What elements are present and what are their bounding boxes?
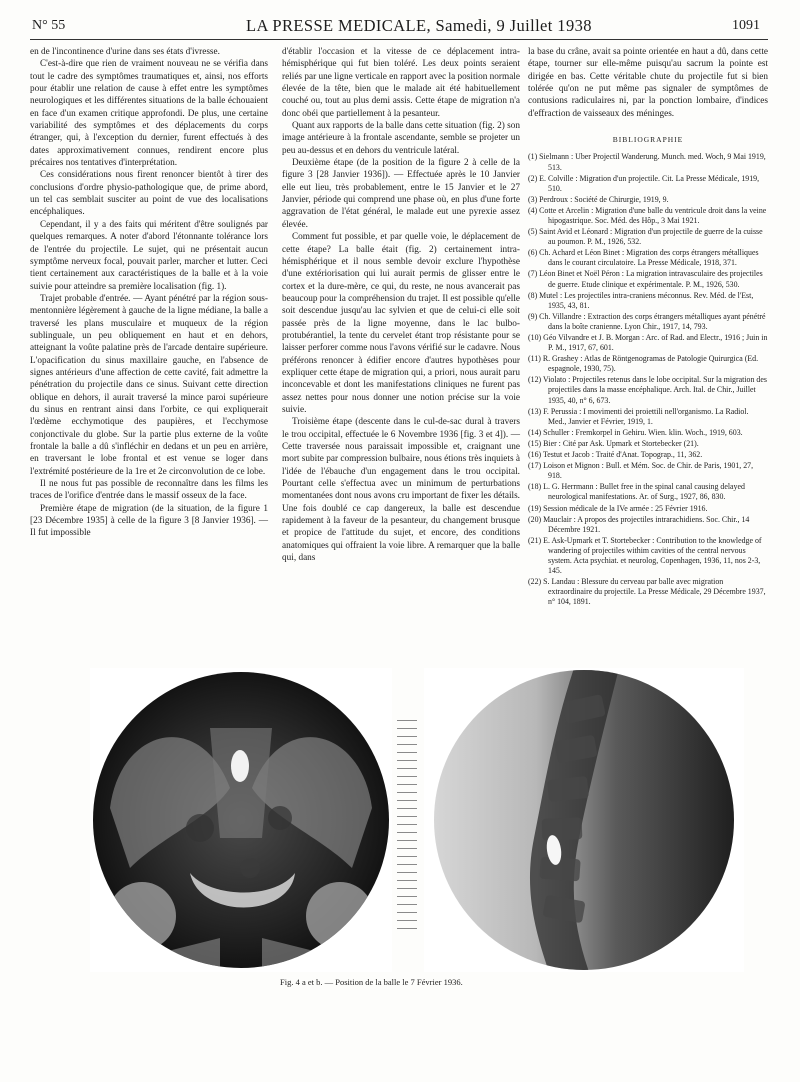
bibliography-entry: (11) R. Grashey : Atlas de Röntgenogramas de Patologie Quirurgica (Ed. espagnole, 1930, 75). [528, 354, 759, 374]
bibliography-entry: (5) Saint Avid et Léonard : Migration d'un projectile de guerre de la cuisse au poumon. P. M., 1926, 532. [528, 227, 763, 247]
radiograph-pelvis-image [90, 668, 392, 972]
bibliography-title: BIBLIOGRAPHIE [612, 135, 684, 145]
paragraph: Ces considérations nous firent renoncer bientôt à tirer des conclusions d'ordre physio-pathologique que, de prime abord, un tel cas semblait susciter au point de vue des localisations encéphaliques. [30, 170, 268, 218]
bibliography-entry: (12) Violato : Projectiles retenus dans le lobe occipital. Sur la migration des projectiles dans la masse encéphalique. Arch. Ital. de Chir., Juillet 1935, 40, n° 6, 673. [528, 375, 767, 405]
bibliography-entry: (8) Mutel : Les projectiles intra-craniens méconnus. Rev. Méd. de l'Est, 1935, 43, 81. [528, 290, 754, 310]
paragraph: Troisième étape (descente dans le cul-de-sac dural à travers le trou occipital, effectuée le 6 Novembre 1936 [fig. 3 et 4]). — Cette traversée nous paraissait impossible et, craignant une mort subite par compression bulbaire, nous étions très inquiets à l'idée de l'ébauche d'un engagement dans le trou occipital. Pourtant celle s'effectua avec un minimum de perturbations momentanées dont nous avons cru important de fixer les détails. Une fois doublé ce cap dangereux, la balle est descendue rapidement à la faveur de la pesanteur, du changement brusque et propice de l'attitude du sujet, et encore, des conditions anatomiques qui offraient la voie libre. A remarquer que la balle qui, dans [282, 417, 520, 564]
bibliography-entry: (10) Géo Vilvandre et J. B. Morgan : Arc. of Rad. and Electr., 1916 ; Juin in P. M., 1917, 67, 601. [528, 333, 768, 353]
text-column-3 [528, 46, 768, 608]
bibliography-entry: (2) E. Colville : Migration d'un projectile. Cit. La Presse Médicale, 1919, 510. [528, 173, 760, 193]
bibliography-entry: (7) Léon Binet et Noël Péron : La migration intravasculaire des projectiles de guerre. Etude clinique et expérimentale. P. M., 1926, 530. [528, 269, 763, 289]
bibliography-entry: (18) L. G. Herrmann : Bullet free in the spinal canal causing delayed neurological manifestations. Ar. of Surg., 1927, 86, 830. [528, 482, 745, 502]
paragraph: d'établir l'occasion et la vitesse de ce déplacement intra-hémisphérique qui fut bien toléré. Les deux points seraient reliés par une ligne verticale en rapport avec la position normale élevée de la tête, bien que le malade ait été habituellement couché ou, tout au plus demi assis. Cette étape de migration n'a donc obéi que partiellement à la pesanteur. [282, 47, 520, 119]
bibliography-entry: (4) Cotte et Arcelin : Migration d'une balle du ventricule droit dans la veine hipogastrique. Soc. Méd. des Hôp., 3 Mai 1921. [528, 205, 767, 225]
paragraph: la base du crâne, avait sa pointe orientée en haut a dû, dans cette étape, tourner sur elle-même puisqu'au sacrum la pointe est dirigée en bas. Cette véritable chute du projectile fut si bien tolérée qu'on ne put même pas signaler de symptômes de contusions radiculaires ni, par la ponction lombaire, d'indices d'effraction de vaisseaux des méninges. [528, 47, 768, 119]
page-header [30, 14, 768, 40]
figure-caption: Fig. 4 a et b. — Position de la balle le 7 Février 1936. [280, 977, 463, 987]
radiograph-spine-image [424, 668, 744, 972]
bibliography-entry: (21) E. Ask-Upmark et T. Stortebecker : Contribution to the knowledge of wandering of projectiles withim cavities of the central nervous system. Acta psychiat. et neurolog, Copenhagen, 1936, 11, nos 2-3, 145. [528, 535, 762, 576]
bibliography-entry: (6) Ch. Achard et Léon Binet : Migration des corps étrangers métalliques dans le courant circulatoire. La Presse Médicale, 1918, 371. [528, 248, 759, 268]
paragraph: C'est-à-dire que rien de vraiment nouveau ne se vérifia dans tout le cadre des symptômes traumatiques et, ainsi, nos efforts pour établir une relation de cause à effet entre les symptômes neurologiques et les différentes situations de la balle échouaient en face d'un examen critique approfondi. De plus, une certaine variabilité des symptômes et des déplacements du corps étranger, qui, à l'exception du dernier, furent effectués à des dates approximativement connues, rendirent encore plus précaires nos tentatives d'interprétation. [30, 59, 268, 169]
bibliography-list [528, 152, 768, 607]
bibliography-entry: (1) Sielmann : Uber Projectil Wanderung. Munch. med. Woch, 9 Mai 1919, 513. [528, 152, 766, 172]
issue-number: N° 55 [32, 18, 66, 33]
journal-title: LA PRESSE MEDICALE, Samedi, 9 Juillet 1938 [246, 16, 592, 35]
bibliography-entry: (14) Schuller : Fremkorpel in Gehiru. Wien. klin. Woch., 1919, 603. [528, 427, 743, 437]
paragraph: Quant aux rapports de la balle dans cette situation (fig. 2) son image antérieure à la frontale ascendante, semble se projeter un peu au-dessus et en dehors du ventricule latéral. [282, 121, 520, 156]
separator-rule [397, 720, 419, 940]
bibliography-entry: (22) S. Landau : Blessure du cerveau par balle avec migration extraordinaire du projectile. La Presse Médicale, 29 Décembre 1937, n° 104, 1891. [528, 577, 766, 607]
bibliography-entry: (17) Loison et Mignon : Bull. et Mém. Soc. de Chir. de Paris, 1901, 27, 918. [528, 461, 754, 481]
bibliography-entry: (16) Testut et Jacob : Traité d'Anat. Topograp., 11, 362. [528, 450, 703, 460]
figure-4b-radiograph [424, 668, 744, 972]
paragraph: Il ne nous fut pas possible de reconnaître dans les films les traces de l'orifice d'entrée dans le massif osseux de la face. [30, 479, 268, 502]
paragraph: Première étape de migration (de la situation, de la figure 1 [23 Décembre 1935] à celle de la figure 3 [8 Janvier 1936]. — Il fut impossible [30, 503, 268, 539]
paragraph: Cependant, il y a des faits qui méritent d'être soulignés par quelques remarques. A noter d'abord l'étonnante tolérance lors de l'entrée du projectile. Le sujet, qui ne présentait aucun symptôme nerveux focal, pouvait parler, marcher et lutter. Ceci tient certainement aux caractéristiques de la balle et à la voie suivie pour atteindre sa première localisation (fig. 1). [30, 219, 268, 292]
paragraph: Deuxième étape (de la position de la figure 2 à celle de la figure 3 [28 Janvier 1936]). — Effectuée après le 10 Janvier elle eut lieu, très probablement, entre le 15 Janvier et le 27 Janvier, période qui comprend une phase où, en plus d'une forte aggravation de l'état général, le malade eut une pyrexie assez élevée. [282, 158, 520, 230]
bibliography-entry: (15) Bier : Cité par Ask. Upmark et Stortebecker (21). [528, 438, 699, 448]
figure-4a-radiograph [90, 668, 392, 972]
bibliography-entry: (13) F. Perussia : I movimenti dei proiettili nell'organismo. La Radiol. Med., Janvier et Février, 1919, 1. [528, 406, 749, 426]
bibliography-entry: (20) Mauclair : A propos des projectiles intrarachidiens. Soc. Chir., 14 Décembre 1921. [528, 514, 750, 534]
text-column-1 [30, 46, 268, 540]
paragraph: Comment fut possible, et par quelle voie, le déplacement de cette étape? La balle était (fig. 2) certainement intra-hémisphérique et il nous semble devoir exclure l'hypothèse d'une extériorisation qui lui aurait permis de glisser entre le cortex et la dure-mère, ce qui, du reste, ne nous avancerait pas beaucoup pour la compréhension du trajet. Il est possible qu'elle soit descendue jusqu'au lac sylvien et que de celui-ci elle soit passée près de la ligne moyenne, dans le lac bulbo-protubérantiel, la tente du cervelet étant trop résistante pour se laisser perforer comme nous l'avons vérifié sur le cadavre. Nous préférons renoncer à édifier encore d'autres hypothèses pour expliquer cette étape de migration qui, a priori, nous aurait paru inconcevable et dont les manifestations cliniques ne furent pas assez nettes pour nous donner une notion précise sur la voie suivie. [282, 232, 520, 415]
bibliography-entry: (9) Ch. Villandre : Extraction des corps étrangers métalliques ayant pénétré dans la boîte cranienne. Lyon Chir., 1917, 14, 793. [528, 311, 766, 331]
paragraph: en de l'incontinence d'urine dans ses états d'ivresse. [30, 47, 220, 57]
paragraph: Trajet probable d'entrée. — Ayant pénétré par la région sous-mentonnière légèrement à gauche de la ligne médiane, la balle a traversé les plans musculaire et muqueux de la région sublinguale, un peu obliquement en haut et en dehors, atteignant la voûte palatine près de l'arcade dentaire supérieure. L'opacification du sinus maxillaire gauche, en l'absence de signes antérieurs d'une affection de cette cavité, fait admettre la pénétration du projectile dans ce sinus. Suivant cette direction oblique en dehors, il aurait traversé la mince paroi supérieure du sinus en rentrant ainsi dans l'orbite, ce qui expliquerait l'œdème ecchymotique des paupières, et l'ecchymose conjonctivale du globe. Sur la partie plus externe de la voûte frontale la balle a dû s'infléchir en dedans et un peu en arrière, en traversant le lobe frontal et est venue se loger dans l'extrémité postérieure de la 1re et 2e circonvolution de ce lobe. [30, 293, 268, 477]
bibliography-entry: (3) Perdroux : Société de Chirurgie, 1919, 9. [528, 194, 669, 204]
bibliography-entry: (19) Session médicale de la IVe armée : 25 Février 1916. [528, 503, 708, 513]
text-column-2 [282, 46, 520, 564]
page-number: 1091 [732, 18, 760, 33]
